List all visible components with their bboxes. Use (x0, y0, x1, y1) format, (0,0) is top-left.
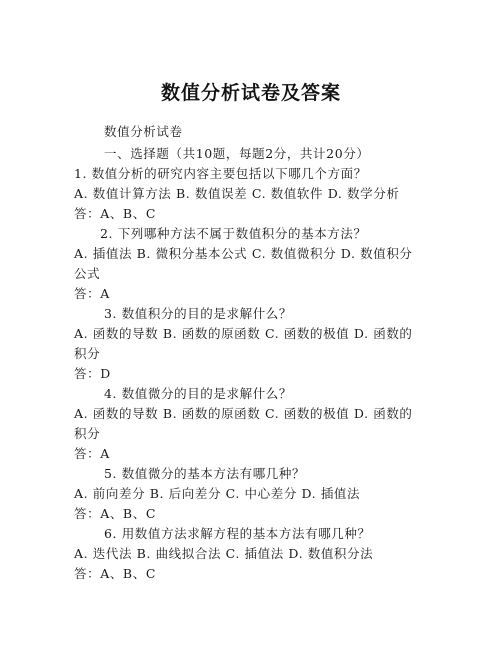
question-4-options: A. 函数的导数 B. 函数的原函数 C. 函数的极值 D. 函数的 (74, 406, 413, 421)
question-4-answer: 答：A (74, 446, 110, 461)
question-4: 4. 数值微分的目的是求解什么？ (104, 386, 293, 401)
question-6-answer: 答：A、B、C (74, 566, 156, 581)
question-2-options-wrap: 公式 (74, 266, 101, 281)
question-5-answer: 答：A、B、C (74, 506, 156, 521)
question-1-options: A. 数值计算方法 B. 数值误差 C. 数值软件 D. 数学分析 (74, 186, 400, 201)
question-5-options: A. 前向差分 B. 后向差分 C. 中心差分 D. 插值法 (74, 486, 361, 501)
question-3-options: A. 函数的导数 B. 函数的原函数 C. 函数的极值 D. 函数的 (74, 326, 413, 341)
section-heading: 一、选择题（共10题，每题2分，共计20分） (104, 146, 370, 161)
question-6-options: A. 迭代法 B. 曲线拟合法 C. 插值法 D. 数值积分法 (74, 546, 374, 561)
question-3-options-wrap: 积分 (74, 346, 101, 361)
question-3: 3. 数值积分的目的是求解什么？ (104, 306, 293, 321)
exam-subtitle: 数值分析试卷 (104, 124, 183, 139)
question-6: 6. 用数值方法求解方程的基本方法有哪几种？ (104, 526, 371, 541)
question-1-answer: 答：A、B、C (74, 206, 156, 221)
question-2-answer: 答：A (74, 286, 110, 301)
question-2: 2. 下列哪种方法不属于数值积分的基本方法？ (100, 226, 367, 241)
document-title: 数值分析试卷及答案 (160, 82, 341, 104)
question-2-options: A. 插值法 B. 微积分基本公式 C. 数值微积分 D. 数值积分 (74, 246, 413, 261)
question-1: 1. 数值分析的研究内容主要包括以下哪几个方面？ (74, 166, 367, 181)
question-4-options-wrap: 积分 (74, 426, 101, 441)
question-3-answer: 答：D (74, 366, 111, 381)
question-5: 5. 数值微分的基本方法有哪几种？ (104, 466, 306, 481)
